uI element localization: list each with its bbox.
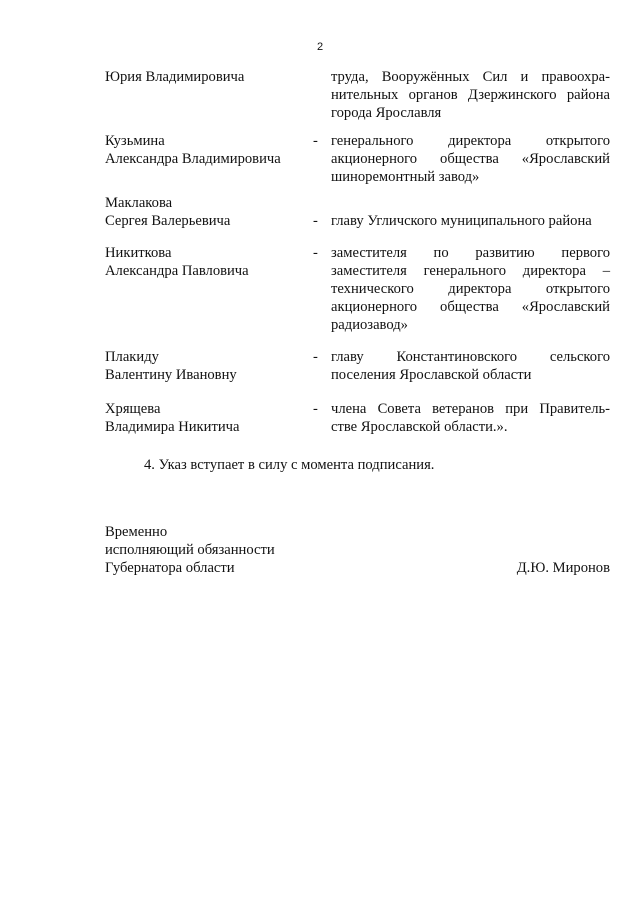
page-number: 2 — [316, 41, 324, 53]
position-description: заместителя по развитию первого заместителя генерального директора – технического директора открытого акционерного общества «Ярославский радиозавод» — [331, 245, 610, 333]
person-name: Юрия Владимировича — [105, 69, 245, 85]
position-description: генерального директора открытого акционерного общества «Ярославский шиноремонтный завод» — [331, 133, 610, 185]
signer-name: Д.Ю. Миронов — [516, 560, 610, 576]
dash-separator: - — [313, 213, 318, 229]
position-description: труда, Вооружённых Сил и правоохра- нительных органов Дзержинского района города Ярославля — [331, 69, 610, 121]
clause-4: 4. Указ вступает в силу с момента подписания. — [144, 457, 435, 473]
person-name: Кузьмина Александра Владимировича — [105, 133, 281, 167]
dash-separator: - — [313, 133, 318, 149]
position-description: главу Угличского муниципального района — [331, 213, 592, 229]
person-name: Хрящева Владимира Никитича — [105, 401, 240, 435]
dash-separator: - — [313, 245, 318, 261]
person-name: Никиткова Александра Павловича — [105, 245, 249, 279]
position-description: члена Совета ветеранов при Правитель- стве Ярославской области.». — [331, 401, 610, 435]
signatory-title: Временно исполняющий обязанности Губернатора области — [105, 524, 275, 576]
dash-separator: - — [313, 349, 318, 365]
signature-block — [105, 523, 610, 577]
dash-separator: - — [313, 401, 318, 417]
person-name: Маклакова Сергея Валерьевича — [105, 195, 231, 229]
person-name: Плакиду Валентину Ивановну — [105, 349, 237, 383]
position-description: главу Константиновского сельского поселения Ярославской области — [331, 349, 610, 383]
